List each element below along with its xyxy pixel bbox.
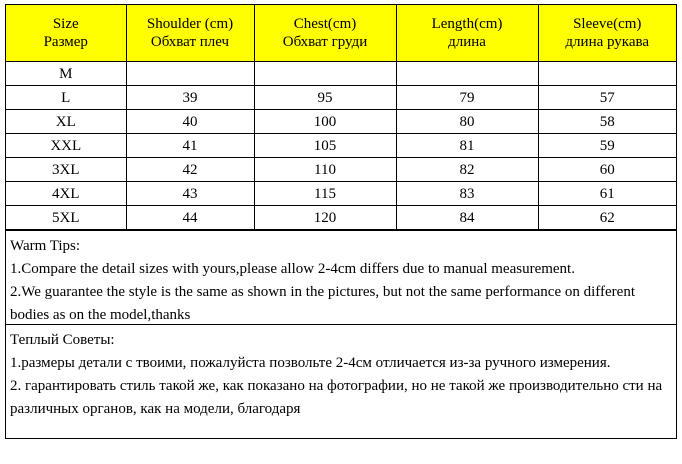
- table-row: [6, 110, 676, 134]
- header-length-ru: длина: [448, 34, 486, 50]
- cell-shoulder: [126, 62, 254, 86]
- cell-size: XXL: [6, 134, 126, 158]
- cell-size: L: [6, 86, 126, 110]
- cell-sleeve: 61: [538, 182, 676, 206]
- cell-length: 83: [396, 182, 538, 206]
- cell-length: 79: [396, 86, 538, 110]
- header-length: [396, 5, 538, 62]
- header-shoulder-en: Shoulder (cm): [146, 16, 234, 32]
- cell-chest: 110: [254, 158, 396, 182]
- cell-shoulder: 44: [126, 206, 254, 230]
- header-size-en: Size: [52, 16, 79, 32]
- cell-chest: [254, 62, 396, 86]
- cell-shoulder: 43: [126, 182, 254, 206]
- cell-size: 4XL: [6, 182, 126, 206]
- cell-size: XL: [6, 110, 126, 134]
- cell-length: 84: [396, 206, 538, 230]
- header-sleeve: [538, 5, 676, 62]
- warm-tips-en: [6, 230, 676, 324]
- warm-tips-en-line-1: 1.Compare the detail sizes with yours,please allow 2-4cm differs due to manual measurement.: [10, 261, 575, 277]
- warm-tips-ru-title: Теплый Советы:: [10, 332, 115, 348]
- cell-sleeve: 58: [538, 110, 676, 134]
- table-row: [6, 206, 676, 230]
- warm-tips-en-title: Warm Tips:: [10, 238, 81, 254]
- header-size: [6, 5, 126, 62]
- cell-sleeve: 60: [538, 158, 676, 182]
- cell-sleeve: 57: [538, 86, 676, 110]
- warm-tips-ru-line-1: 1.размеры детали с твоими, пожалуйста позвольте 2-4см отличается из-за ручного измерения.: [10, 355, 611, 371]
- cell-sleeve: 62: [538, 206, 676, 230]
- header-chest: [254, 5, 396, 62]
- header-sleeve-en: Sleeve(cm): [573, 16, 642, 32]
- header-shoulder-ru: Обхват плеч: [150, 34, 230, 50]
- header-length-en: Length(cm): [431, 16, 503, 32]
- cell-sleeve: [538, 62, 676, 86]
- header-row: [6, 5, 676, 62]
- header-chest-en: Chest(cm): [293, 16, 357, 32]
- cell-length: 81: [396, 134, 538, 158]
- table-row: [6, 86, 676, 110]
- header-sleeve-ru: длина рукава: [565, 34, 650, 50]
- size-table: [6, 5, 676, 230]
- cell-chest: 95: [254, 86, 396, 110]
- cell-chest: 115: [254, 182, 396, 206]
- warm-tips-ru-line-2: 2. гарантировать стиль такой же, как показано на фотографии, но не такой же производительно сти на различных органов, как на модели, благодаря: [10, 378, 663, 417]
- header-shoulder: [126, 5, 254, 62]
- size-chart: [5, 4, 677, 439]
- cell-chest: 105: [254, 134, 396, 158]
- cell-chest: 100: [254, 110, 396, 134]
- cell-shoulder: 41: [126, 134, 254, 158]
- cell-size: 3XL: [6, 158, 126, 182]
- table-row: [6, 134, 676, 158]
- table-row: [6, 62, 676, 86]
- cell-length: 80: [396, 110, 538, 134]
- table-row: [6, 158, 676, 182]
- header-size-ru: Размер: [43, 34, 88, 50]
- cell-shoulder: 40: [126, 110, 254, 134]
- cell-size: M: [6, 62, 126, 86]
- header-chest-ru: Обхват груди: [282, 34, 368, 50]
- warm-tips-en-line-2: 2.We guarantee the style is the same as shown in the pictures, but not the same performance on different bodies as on the model,thanks: [10, 284, 635, 323]
- cell-shoulder: 42: [126, 158, 254, 182]
- cell-size: 5XL: [6, 206, 126, 230]
- cell-length: [396, 62, 538, 86]
- cell-sleeve: 59: [538, 134, 676, 158]
- cell-length: 82: [396, 158, 538, 182]
- cell-chest: 120: [254, 206, 396, 230]
- cell-shoulder: 39: [126, 86, 254, 110]
- table-row: [6, 182, 676, 206]
- warm-tips-ru: [6, 324, 676, 438]
